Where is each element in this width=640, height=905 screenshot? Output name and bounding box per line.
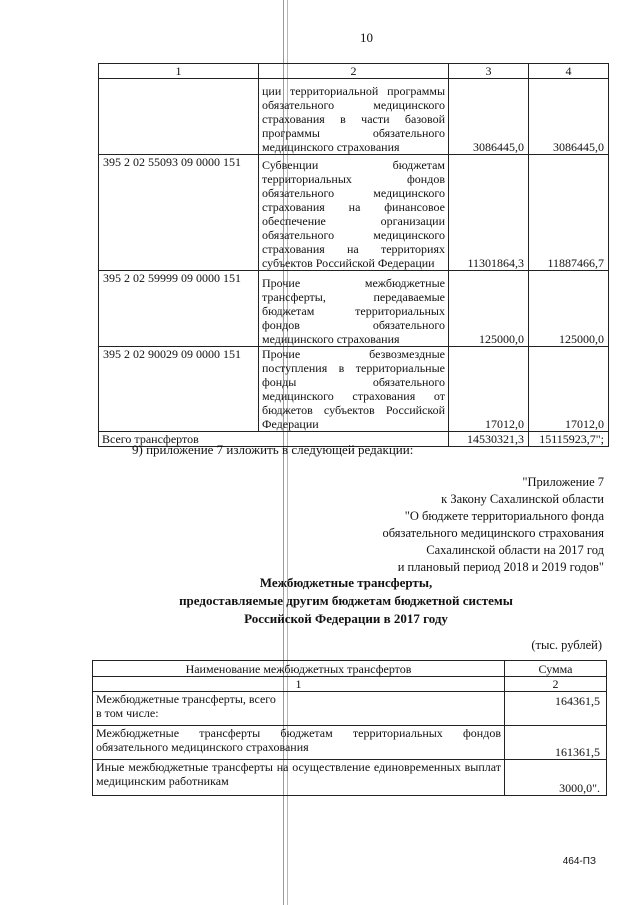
table-row [93, 726, 607, 760]
transfer-sum: 3000,0". [505, 760, 607, 796]
transfer-name-line: в том числе: [96, 706, 159, 720]
section-title [0, 574, 640, 628]
appendix-line: и плановый период 2018 и 2019 годов" [397, 560, 604, 574]
title-line: Межбюджетные трансферты, [259, 575, 433, 590]
budget-code: 395 2 02 55093 09 0000 151 [99, 155, 259, 271]
interbudget-transfers-table [92, 660, 607, 796]
table-header-row [93, 661, 607, 677]
column-index: 1 [93, 677, 505, 692]
amount-2017: 11301864,3 [449, 155, 529, 271]
column-index-row [93, 677, 607, 692]
total-label: Всего трансфертов [99, 432, 449, 447]
total-2018: 15115923,7"; [529, 432, 609, 447]
column-header: 1 [99, 64, 259, 79]
budget-code: 395 2 02 90029 09 0000 151 [99, 347, 259, 432]
transfer-sum: 161361,5 [505, 726, 607, 760]
budget-code [99, 79, 259, 155]
document-code: 464-ПЗ [562, 856, 596, 867]
column-header: 4 [529, 64, 609, 79]
column-header: 2 [259, 64, 449, 79]
transfer-name: Иные межбюджетные трансферты на осуществление единовременных выплат медицинским работникам [93, 760, 505, 796]
appendix-line: Сахалинской области на 2017 год [426, 543, 604, 557]
total-2017: 14530321,3 [449, 432, 529, 447]
column-header-name: Наименование межбюджетных трансфертов [93, 661, 505, 677]
column-header-sum: Сумма [505, 661, 607, 677]
transfer-name: Субвенции бюджетам территориальных фондов обязательного медицинского страхования на финансовое обеспечение организации обязательного медицинского страхования на территориях субъектов Российской Федерации [259, 155, 449, 271]
amount-2018: 11887466,7 [529, 155, 609, 271]
appendix-heading [382, 474, 604, 576]
amount-2017: 125000,0 [449, 271, 529, 347]
transfer-name-line: Межбюджетные трансферты, всего [96, 692, 276, 706]
table-row [99, 347, 609, 432]
transfers-table [98, 63, 609, 447]
transfer-name [93, 692, 505, 726]
table-row [99, 271, 609, 347]
title-line: Российской Федерации в 2017 году [244, 611, 448, 626]
appendix-line: "О бюджете территориального фонда [404, 509, 604, 523]
amount-2017: 17012,0 [449, 347, 529, 432]
amount-2017: 3086445,0 [449, 79, 529, 155]
amount-2018: 17012,0 [529, 347, 609, 432]
transfer-name: Прочие безвозмездные поступления в территориальные фонды обязательного медицинского страхования от бюджетов субъектов Российской Федерации [259, 347, 449, 432]
page-number: 10 [360, 30, 373, 45]
transfer-sum: 164361,5 [505, 692, 607, 726]
column-index: 2 [505, 677, 607, 692]
table-row [99, 79, 609, 155]
transfer-name: Межбюджетные трансферты бюджетам территориальных фондов обязательного медицинского страхования [93, 726, 505, 760]
table-header-row [99, 64, 609, 79]
amount-2018: 125000,0 [529, 271, 609, 347]
unit-label: (тыс. рублей) [531, 638, 602, 652]
title-line: предоставляемые другим бюджетам бюджетной системы [179, 593, 513, 608]
column-header: 3 [449, 64, 529, 79]
table-row [99, 155, 609, 271]
table-row [93, 760, 607, 796]
amendment-instruction: 9) приложение 7 изложить в следующей редакции: [132, 442, 414, 457]
transfer-name: Прочие межбюджетные трансферты, передаваемые бюджетам территориальных фондов обязательного медицинского страхования [259, 271, 449, 347]
table-row [93, 692, 607, 726]
appendix-line: к Закону Сахалинской области [441, 492, 604, 506]
appendix-line: "Приложение 7 [522, 475, 604, 489]
budget-code: 395 2 02 59999 09 0000 151 [99, 271, 259, 347]
appendix-line: обязательного медицинского страхования [382, 526, 604, 540]
transfer-name: ции территориальной программы обязательного медицинского страхования в части базовой программы обязательного медицинского страхования [259, 79, 449, 155]
amount-2018: 3086445,0 [529, 79, 609, 155]
